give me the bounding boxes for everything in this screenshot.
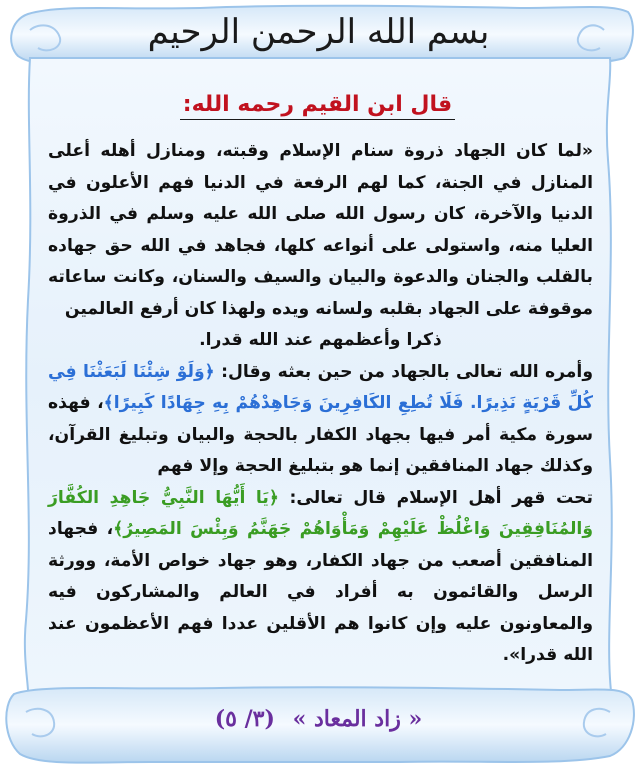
paragraph-3	[48, 483, 593, 672]
paragraph-2-intro: وأمره الله تعالى بالجهاد من حين بعثه وقال:	[221, 361, 594, 382]
quote-body	[48, 136, 593, 672]
paragraph-1-end: ذكرا وأعظمهم عند الله قدرا.	[199, 330, 442, 350]
paragraph-2	[48, 357, 593, 483]
quote-heading: قال ابن القيم رحمه الله:	[180, 92, 455, 120]
basmala-calligraphy: بسم الله الرحمن الرحيم	[147, 12, 490, 52]
source-citation	[0, 706, 637, 732]
quran-verse-1: ﴿وَلَوْ شِئْنَا لَبَعَثْنَا فِي كُلِّ قَرْيَةٍ نَذِيرًا. فَلَا تُطِعِ الكَافِرِينَ وَجَاهِدْهُمْ بِهِ جِهَادًا كَبِيرًا﴾	[48, 361, 593, 413]
paragraph-2-rest: ، فهذه سورة مكية أمر فيها بجهاد الكفار بالحجة والبيان وتبليغ القرآن، وكذلك جهاد المنافقين إنما هو بتبليغ الحجة وإلا فهم	[48, 393, 593, 476]
quran-verse-2: ﴿يَا أَيُّهَا النَّبِيُّ جَاهِدِ الكُفَّارَ وَالمُنَافِقِينَ وَاغْلُظْ عَلَيْهِمْ وَمَأْوَاهُمْ جَهَنَّمُ وَبِئْسَ المَصِيرُ﴾	[48, 487, 593, 539]
source-book-title: « زاد المعاد »	[292, 706, 423, 732]
paragraph-1: «لما كان الجهاد ذروة سنام الإسلام وقبته، ومنازل أهله أعلى المنازل في الجنة، كما لهم الرفعة في الدنيا فهم الأعلون في الدنيا والآخرة، كان رسول الله صلى الله عليه وسلم في الذروة العليا منه، واستولى على أنواعه كلها، فجاهد في الله حق جهاده بالقلب والجنان والدعوة والبيان والسيف والسنان، وكانت ساعاته موقوفة على الجهاد بقلبه ولسانه ويده ولهذا كان أرفع العالمين	[48, 141, 593, 319]
source-volume-page: (٣/ ٥)	[214, 706, 275, 732]
paragraph-3-rest: ، فجهاد المنافقين أصعب من جهاد الكفار، وهو جهاد خواص الأمة، وورثة الرسل والقائمون به أفراد في العالم والمشاركون فيه والمعاونون عليه وإن كانوا هم الأقلين عددا فهم الأعظمون عند الله قدرا».	[48, 519, 593, 665]
paragraph-3-intro: تحت قهر أهل الإسلام قال تعالى:	[289, 487, 594, 508]
